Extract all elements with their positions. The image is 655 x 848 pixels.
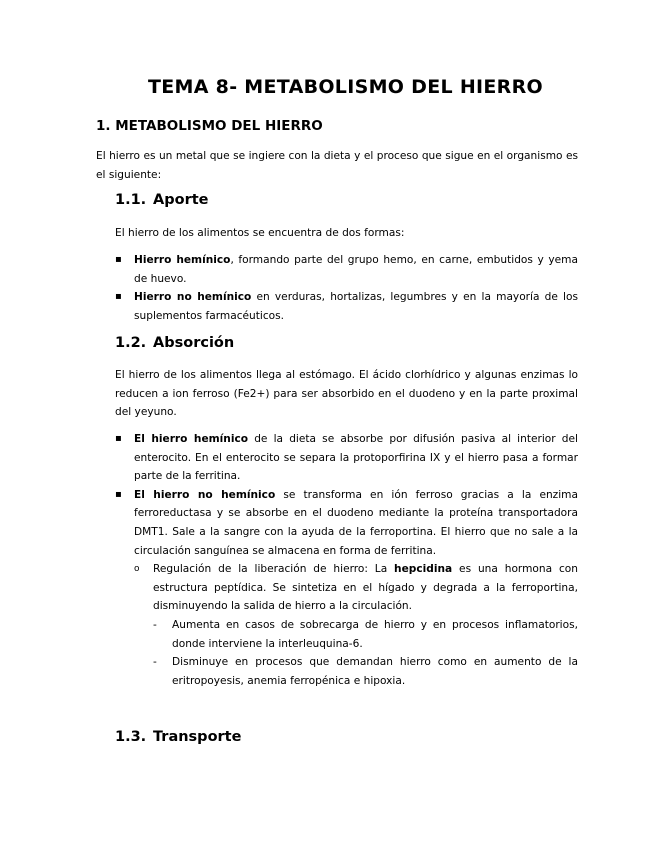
subsection-heading-aporte (115, 192, 208, 208)
list-item-text: , formando parte del grupo hemo, en carne, embutidos y yema de huevo. (134, 254, 578, 285)
list-item-term: Hierro hemínico (134, 254, 231, 266)
list-item-text: en verduras, hortalizas, legumbres y en la mayoría de los suplementos farmacéuticos. (134, 291, 579, 322)
regulation-text-pre: Regulación de la liberación de hierro: La (153, 563, 395, 576)
bullet-marker: ▪ (115, 291, 122, 303)
dash-marker: - (153, 618, 157, 631)
subsection-number: 1.3. (115, 729, 147, 745)
absorcion-intro-paragraph: El hierro de los alimentos llega al estómago. El ácido clorhídrico y algunas enzimas lo reducen a ion ferroso (Fe2+) para ser absorbido en el duodeno y en la parte proximal del yeyuno. (115, 369, 578, 419)
list-item (115, 251, 578, 288)
dash-item-text: Aumenta en casos de sobrecarga de hierro y en procesos inflamatorios, donde interviene la interleuquina-6. (172, 618, 578, 650)
regulation-text-post: es una hormona con estructura peptídica. Se sintetiza en el hígado y degrada a la ferroportina, disminuyendo la salida de hierro a la circulación. (153, 563, 578, 613)
list-item-term: El hierro hemínico (134, 433, 249, 445)
dash-item (153, 616, 578, 653)
dash-item (153, 653, 578, 690)
bullet-marker: ▪ (115, 488, 122, 500)
bullet-marker: ▪ (115, 433, 122, 444)
dash-item-text: Disminuye en procesos que demandan hierro como en aumento de la eritropoyesis, anemia ferropénica e hipoxia. (172, 656, 578, 687)
regulation-term: hepcidina (394, 563, 453, 576)
list-item-text: se transforma en ión ferroso gracias a la enzima ferroreductasa y se absorbe en el duodeno mediante la proteína transportadora DMT1. Sale a la sangre con la ayuda de la ferroportina. El hierro que no sale a la circulación sanguínea se almacena en forma de ferritina. (134, 488, 578, 557)
absorcion-list (115, 430, 578, 690)
subsection-title: Absorción (153, 335, 235, 351)
list-item (115, 430, 578, 486)
subsection-title: Aporte (153, 192, 209, 208)
aporte-intro-paragraph: El hierro de los alimentos se encuentra de dos formas: (115, 227, 405, 239)
list-item (115, 288, 578, 325)
page-title: TEMA 8- METABOLISMO DEL HIERRO (148, 76, 543, 98)
section-heading-metabolismo: 1. METABOLISMO DEL HIERRO (96, 118, 323, 134)
section-intro-paragraph: El hierro es un metal que se ingiere con la dieta y el proceso que sigue en el organismo es el siguiente: (96, 150, 578, 181)
subsection-number: 1.1. (115, 192, 147, 208)
subsection-heading-absorcion (115, 335, 234, 351)
list-item-term: El hierro no hemínico (134, 488, 276, 501)
list-item (115, 486, 578, 691)
aporte-list (115, 251, 578, 325)
dash-marker: - (153, 656, 157, 669)
bullet-marker: ▪ (115, 254, 122, 265)
subsection-number: 1.2. (115, 335, 147, 351)
list-item-term: Hierro no hemínico (134, 291, 252, 304)
sub-list-item-regulation (134, 560, 578, 690)
subsection-heading-transporte (115, 729, 241, 745)
circle-marker: o (134, 564, 140, 575)
list-item-text: de la dieta se absorbe por difusión pasiva al interior del enterocito. En el enterocito se separa la protoporfirina IX y el hierro pasa a formar parte de la ferritina. (134, 433, 578, 483)
subsection-title: Transporte (153, 729, 242, 745)
